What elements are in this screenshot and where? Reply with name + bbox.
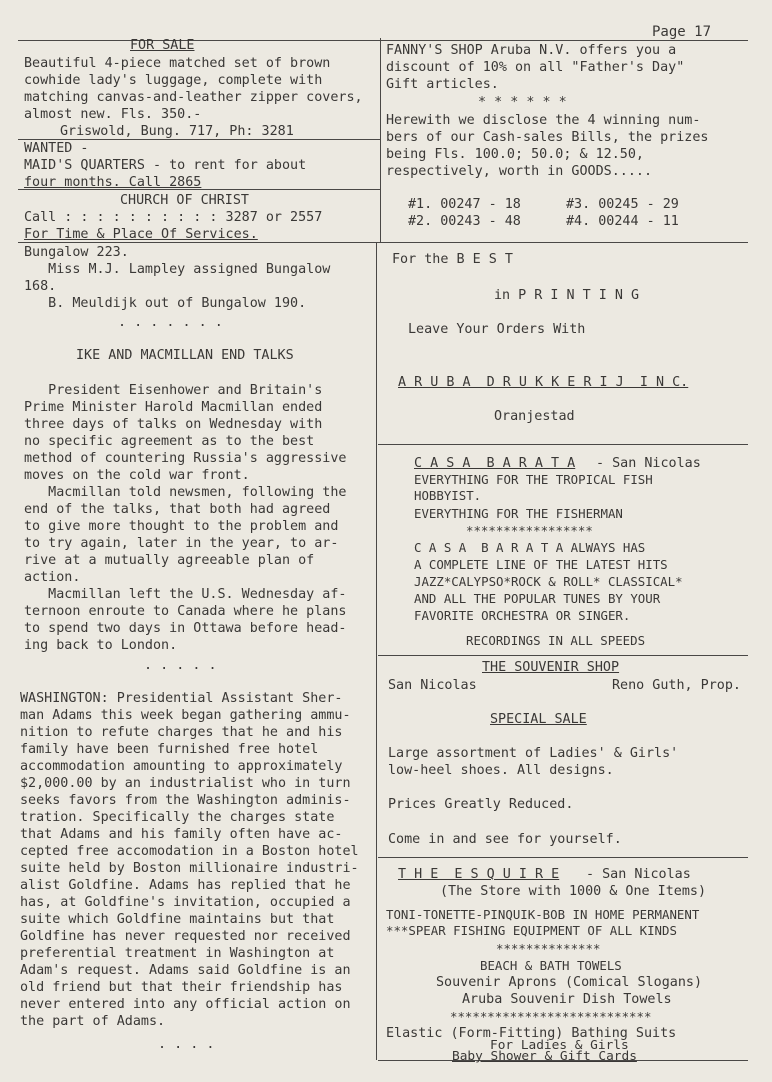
church-line: For Time & Place Of Services. [24, 227, 258, 242]
ike-line: moves on the cold war front. [24, 468, 250, 483]
for-sale-contact: Griswold, Bung. 717, Ph: 3281 [60, 124, 294, 139]
casa-location: - San Nicolas [596, 456, 701, 471]
souvenir-location: San Nicolas [388, 678, 477, 693]
fannys-stars: * * * * * * [478, 95, 567, 110]
wanted-line: four months. Call 2865 [24, 175, 202, 190]
esquire-stars: ************** [496, 941, 601, 956]
souvenir-prices: Prices Greatly Reduced. [388, 797, 574, 812]
esquire-line: Baby Shower & Gift Cards [452, 1049, 637, 1064]
ike-line: three days of talks on Wednesday with [24, 417, 323, 432]
fannys-line: Gift articles. [386, 77, 499, 92]
esquire-location: - San Nicolas [586, 867, 691, 882]
esquire-line: BEACH & BATH TOWELS [480, 958, 622, 973]
fannys-line: bers of our Cash-sales Bills, the prizes [386, 130, 709, 145]
casa-line: EVERYTHING FOR THE FISHERMAN [414, 506, 623, 521]
winning-number: #3. 00245 - 29 [566, 197, 679, 212]
washington-line: cepted free accomodation in a Boston hotel [20, 844, 359, 859]
washington-line: Adam's request. Adams said Goldfine is an [20, 963, 351, 978]
ike-line: rive at a mutually agreeable plan of [24, 553, 315, 568]
printing-company: A R U B A D R U K K E R I J I N C. [398, 375, 689, 390]
souvenir-line: Large assortment of Ladies' & Girls' [388, 746, 679, 761]
esquire-line: Elastic (Form-Fitting) Bathing Suits [386, 1026, 677, 1041]
souvenir-proprietor: Reno Guth, Prop. [612, 678, 741, 693]
souvenir-special: SPECIAL SALE [490, 712, 587, 727]
washington-line: tration. Specifically the charges state [20, 810, 335, 825]
washington-line: old friend but that their friendship has [20, 980, 343, 995]
esquire-tagline: (The Store with 1000 & One Items) [440, 884, 707, 899]
casa-line: HOBBYIST. [414, 488, 482, 503]
washington-line: has, at Goldfine's invitation, occupied a [20, 895, 351, 910]
fannys-line: discount of 10% on all "Father's Day" [386, 60, 685, 75]
for-sale-line: almost new. Fls. 350.- [24, 107, 202, 122]
casa-heading: C A S A B A R A T A [414, 456, 576, 471]
for-sale-heading: FOR SALE [130, 38, 195, 53]
printing-city: Oranjestad [494, 409, 575, 424]
casa-line: AND ALL THE POPULAR TUNES BY YOUR [414, 591, 661, 606]
esquire-heading: T H E E S Q U I R E [398, 867, 560, 882]
winning-number: #4. 00244 - 11 [566, 214, 679, 229]
church-heading: CHURCH OF CHRIST [120, 193, 249, 208]
bungalow-line: 168. [24, 279, 57, 294]
ike-line: ternoon enroute to Canada where he plans [24, 604, 347, 619]
ike-line: President Eisenhower and Britain's [24, 383, 323, 398]
rule-printing [378, 444, 748, 445]
casa-line: EVERYTHING FOR THE TROPICAL FISH [414, 472, 653, 487]
bungalow-line: Miss M.J. Lampley assigned Bungalow [24, 262, 331, 277]
washington-line: suite held by Boston millionaire industri- [20, 861, 359, 876]
washington-line: suite which Goldfine maintains but that [20, 912, 335, 927]
separator-dots: . . . . [158, 1037, 215, 1052]
ike-line: Macmillan left the U.S. Wednesday af- [24, 587, 347, 602]
ike-line: method of countering Russia's aggressive [24, 451, 347, 466]
fannys-line: FANNY'S SHOP Aruba N.V. offers you a [386, 43, 677, 58]
rule-casa [378, 655, 748, 656]
page-number: Page 17 [652, 24, 712, 40]
column-divider-upper [380, 38, 381, 242]
washington-line: the part of Adams. [20, 1014, 166, 1029]
washington-line: $2,000.00 by an industrialist who in turn [20, 776, 351, 791]
fannys-line: respectively, worth in GOODS..... [386, 164, 653, 179]
printing-line: in P R I N T I N G [494, 288, 640, 303]
casa-line: A COMPLETE LINE OF THE LATEST HITS [414, 557, 668, 572]
souvenir-come: Come in and see for yourself. [388, 832, 622, 847]
separator-dots: . . . . . . . [118, 315, 223, 330]
separator-dots: . . . . . [144, 658, 217, 673]
wanted-line: MAID'S QUARTERS - to rent for about [24, 158, 307, 173]
esquire-line: For Ladies & Girls [490, 1038, 629, 1053]
ike-line: to spend two days in Ottawa before head- [24, 621, 347, 636]
printing-line: Leave Your Orders With [408, 322, 586, 337]
column-divider-lower [376, 242, 377, 1060]
esquire-line: Souvenir Aprons (Comical Slogans) [436, 975, 703, 990]
washington-line: accommodation amounting to approximately [20, 759, 343, 774]
bungalow-line: B. Meuldijk out of Bungalow 190. [24, 296, 307, 311]
casa-line: C A S A B A R A T A ALWAYS HAS [414, 540, 646, 555]
for-sale-line: cowhide lady's luggage, complete with [24, 73, 323, 88]
washington-line: family have been furnished free hotel [20, 742, 319, 757]
esquire-stars: *************************** [450, 1009, 652, 1024]
bungalow-line: Bungalow 223. [24, 245, 129, 260]
esquire-line: ***SPEAR FISHING EQUIPMENT OF ALL KINDS [386, 923, 677, 938]
washington-line: nition to refute charges that he and his [20, 725, 343, 740]
for-sale-line: Beautiful 4-piece matched set of brown [24, 56, 331, 71]
casa-line: JAZZ*CALYPSO*ROCK & ROLL* CLASSICAL* [414, 574, 683, 589]
ike-line: to give more thought to the problem and [24, 519, 339, 534]
ike-line: ing back to London. [24, 638, 178, 653]
ike-line: end of the talks, that both had agreed [24, 502, 331, 517]
washington-line: alist Goldfine. Adams has replied that he [20, 878, 351, 893]
souvenir-heading: THE SOUVENIR SHOP [482, 660, 620, 675]
washington-line: that Adams and his family often have ac- [20, 827, 343, 842]
ike-heading: IKE AND MACMILLAN END TALKS [76, 348, 294, 363]
souvenir-line: low-heel shoes. All designs. [388, 763, 614, 778]
washington-line: preferential treatment in Washington at [20, 946, 335, 961]
ike-line: Macmillan told newsmen, following the [24, 485, 347, 500]
church-line: Call : : : : : : : : : : 3287 or 2557 [24, 210, 323, 225]
casa-recordings: RECORDINGS IN ALL SPEEDS [466, 633, 646, 648]
washington-line: never entered into any official action on [20, 997, 351, 1012]
for-sale-line: matching canvas-and-leather zipper covers, [24, 90, 363, 105]
winning-number: #1. 00247 - 18 [408, 197, 521, 212]
printing-line: For the B E S T [392, 252, 513, 267]
washington-line: man Adams this week began gathering ammu- [20, 708, 351, 723]
top-rule [18, 40, 748, 41]
casa-stars: ***************** [466, 523, 593, 538]
washington-line: WASHINGTON: Presidential Assistant Sher- [20, 691, 343, 706]
esquire-line: TONI-TONETTE-PINQUIK-BOB IN HOME PERMANENT [386, 907, 700, 922]
ike-line: to try again, later in the year, to ar- [24, 536, 339, 551]
winning-number: #2. 00243 - 48 [408, 214, 521, 229]
rule-souvenir [378, 857, 748, 858]
ike-line: no specific agreement as to the best [24, 434, 315, 449]
washington-line: Goldfine has never requested nor received [20, 929, 351, 944]
ike-line: action. [24, 570, 81, 585]
wanted-heading: WANTED - [24, 141, 89, 156]
fannys-line: being Fls. 100.0; 50.0; & 12.50, [386, 147, 644, 162]
casa-line: FAVORITE ORCHESTRA OR SINGER. [414, 608, 631, 623]
washington-line: seeks favors from the Washington adminis- [20, 793, 351, 808]
ike-line: Prime Minister Harold Macmillan ended [24, 400, 323, 415]
fannys-line: Herewith we disclose the 4 winning num- [386, 113, 701, 128]
esquire-line: Aruba Souvenir Dish Towels [462, 992, 672, 1007]
